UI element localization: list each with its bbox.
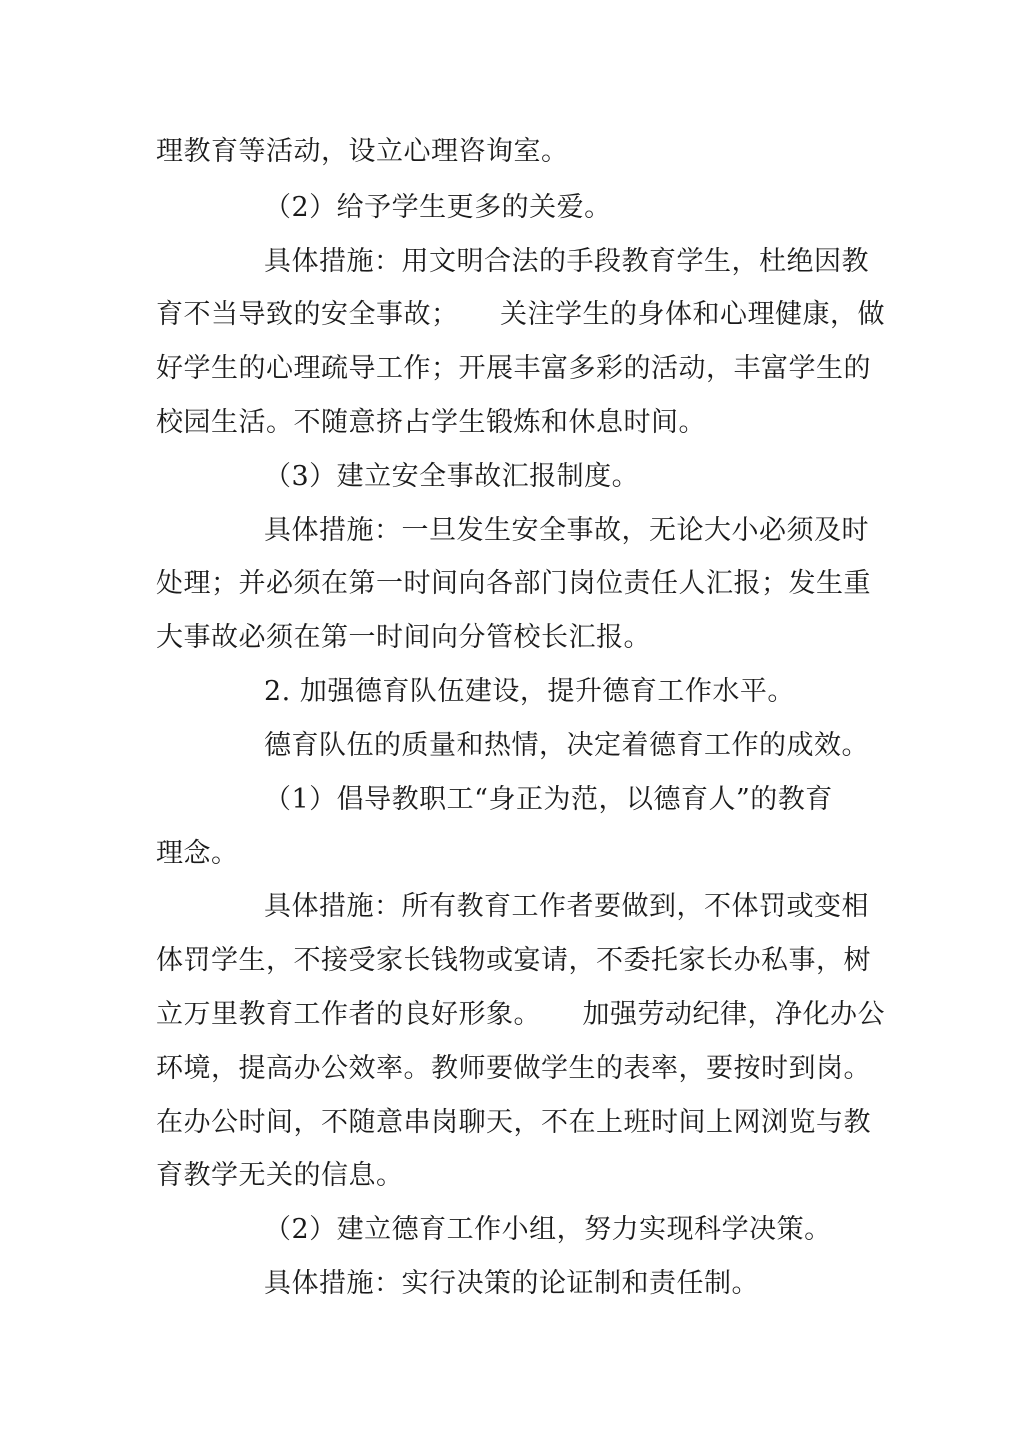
text-line: 理念。	[156, 838, 239, 869]
text-line: 处理；并必须在第一时间向各部门岗位责任人汇报；发生重	[156, 568, 871, 599]
subheading: （3）建立安全事故汇报制度。	[264, 461, 640, 492]
text-line: 具体措施：所有教育工作者要做到，不体罚或变相	[264, 891, 869, 922]
text-line: 校园生活。不随意挤占学生锻炼和休息时间。	[156, 407, 706, 438]
text-line: 理教育等活动，设立心理咨询室。	[156, 136, 569, 167]
text-line: 德育队伍的质量和热情，决定着德育工作的成效。	[264, 730, 869, 761]
text-line: 大事故必须在第一时间向分管校长汇报。	[156, 622, 651, 653]
text-line: 育教学无关的信息。	[156, 1160, 404, 1191]
subheading: （1）倡导教职工“身正为范，以德育人”的教育	[264, 784, 833, 815]
text-line: 环境，提高办公效率。教师要做学生的表率，要按时到岗。	[156, 1053, 871, 1084]
text-line: 立万里教育工作者的良好形象。 加强劳动纪律，净化办公	[156, 999, 885, 1030]
text-line: 育不当导致的安全事故； 关注学生的身体和心理健康，做	[156, 299, 885, 330]
text-line: 具体措施：实行决策的论证制和责任制。	[264, 1268, 759, 1299]
subheading: （2）建立德育工作小组，努力实现科学决策。	[264, 1214, 832, 1245]
text-line: 体罚学生，不接受家长钱物或宴请，不委托家长办私事，树	[156, 945, 871, 976]
text-line: 好学生的心理疏导工作；开展丰富多彩的活动，丰富学生的	[156, 353, 871, 384]
section-heading: 2. 加强德育队伍建设，提升德育工作水平。	[264, 676, 795, 707]
subheading: （2）给予学生更多的关爱。	[264, 192, 612, 223]
text-line: 具体措施：一旦发生安全事故，无论大小必须及时	[264, 515, 869, 546]
text-line: 在办公时间，不随意串岗聊天，不在上班时间上网浏览与教	[156, 1107, 871, 1138]
text-line: 具体措施：用文明合法的手段教育学生，杜绝因教	[264, 246, 869, 277]
